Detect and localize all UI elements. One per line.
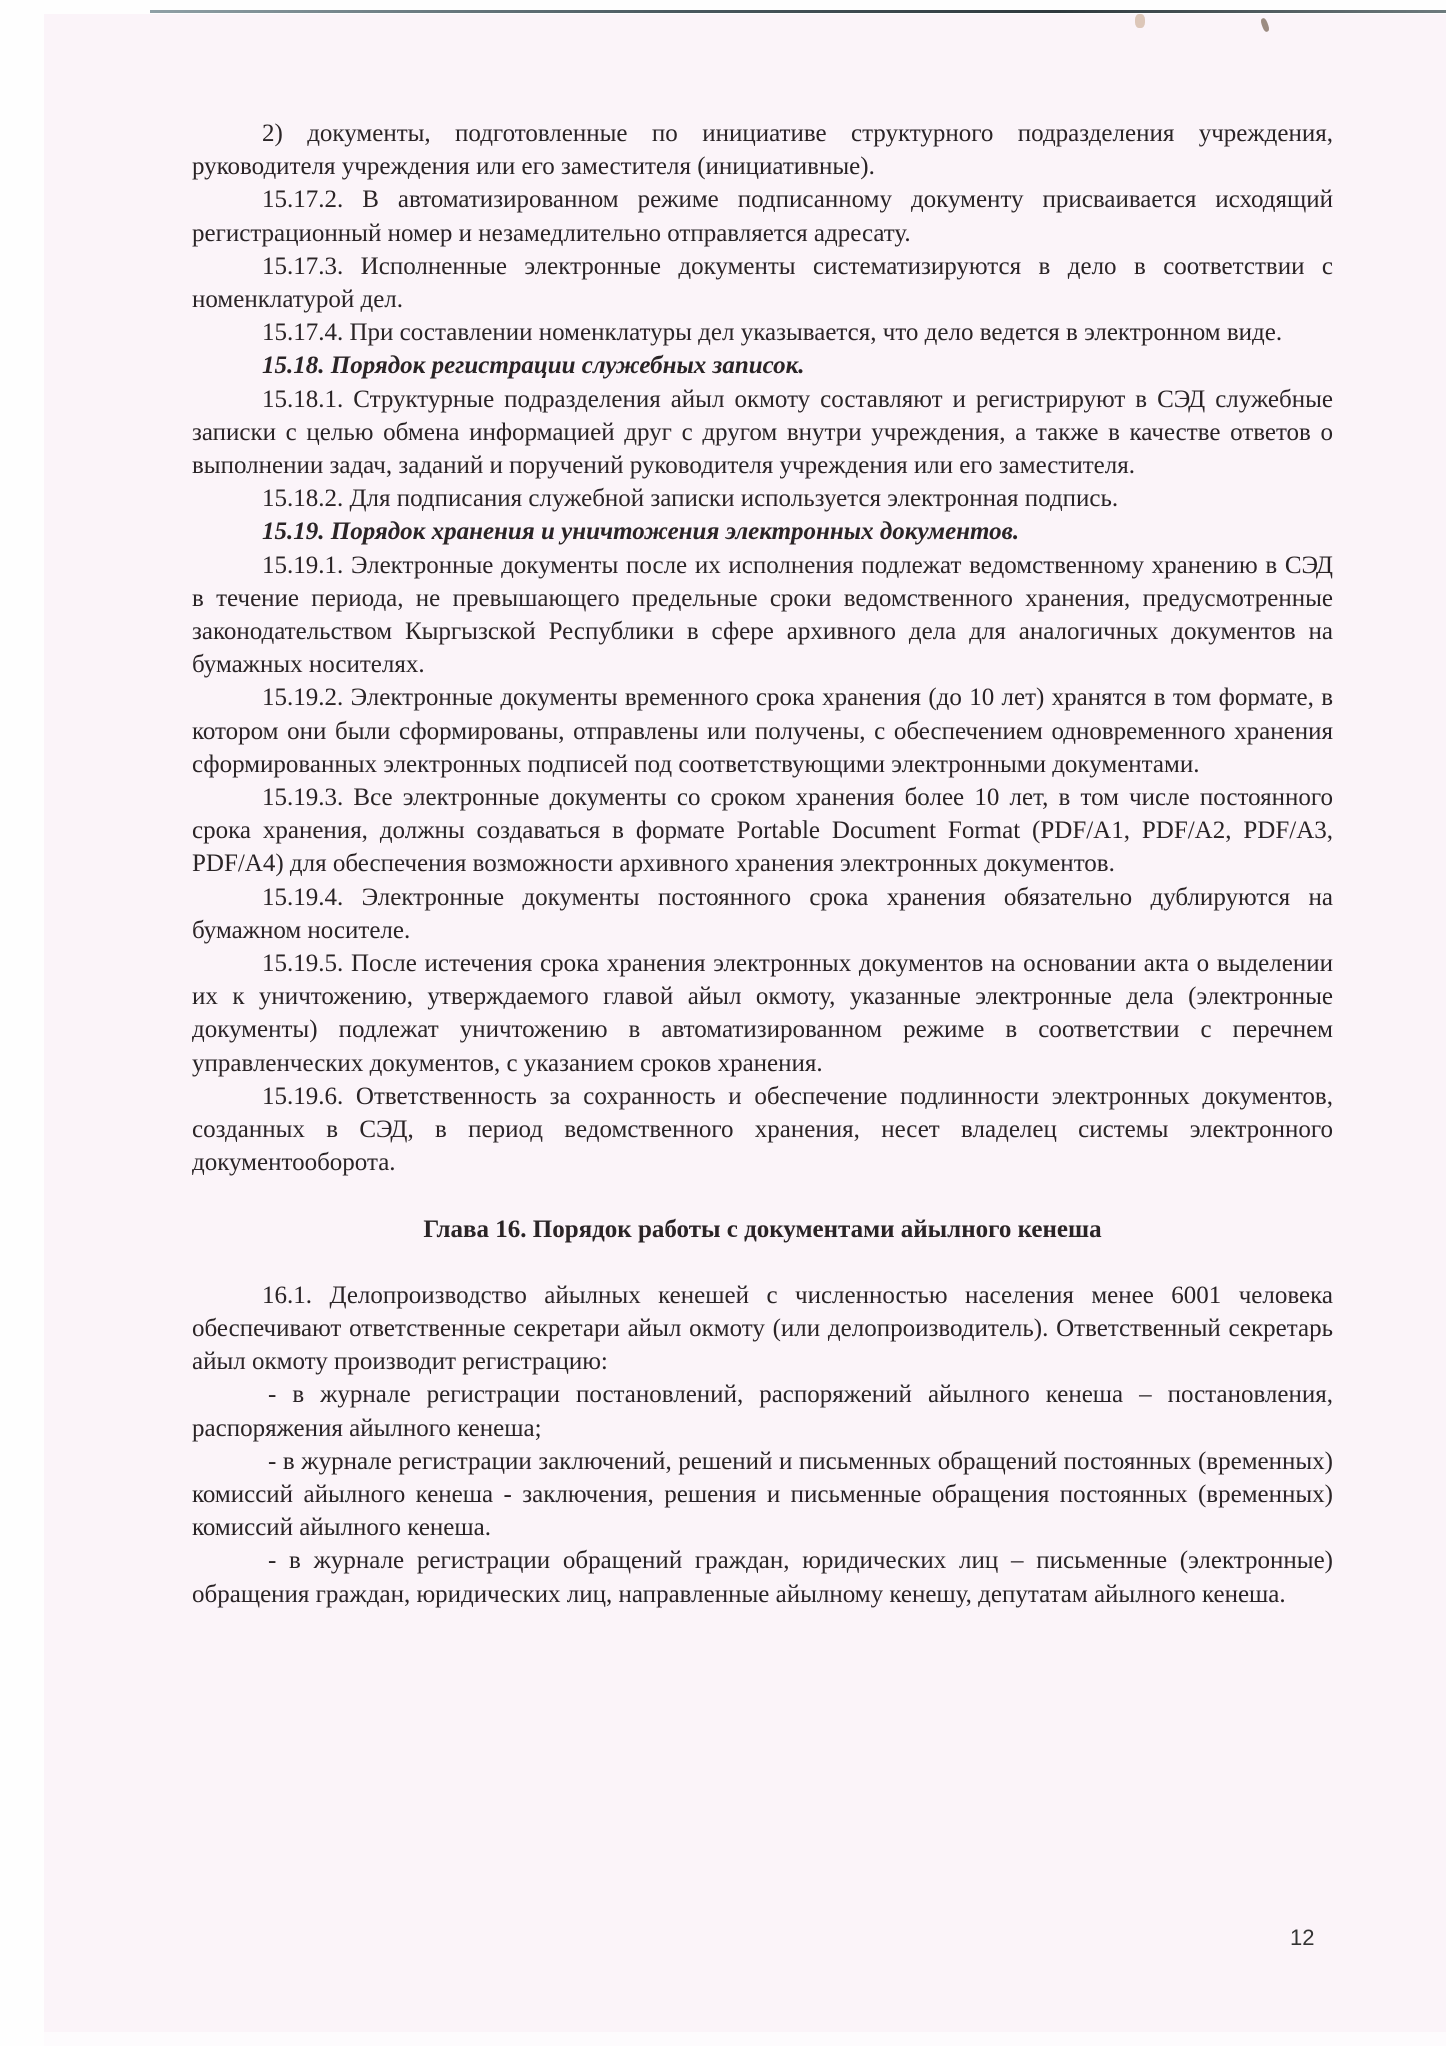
paragraph-16-1: 16.1. Делопроизводство айылных кенешей с численностью населения менее 6001 человека обеспечивают ответственные секретари айыл окмоту (или делопроизводитель). Ответственный секретарь айыл окмоту производит регистрацию: — [192, 1281, 1333, 1376]
paragraph-15-18-1: 15.18.1. Структурные подразделения айыл окмоту составляют и регистрируют в СЭД служебные записки с целью обмена информацией друг с другом внутри учреждения, а также в качестве ответов о выполнении задач, заданий и поручений руководителя учреждения или его заместителя. — [192, 385, 1333, 480]
paragraph-15-17-2: 15.17.2. В автоматизированном режиме подписанному документу присваивается исходящий регистрационный номер и незамедлительно отправляется адресату. — [192, 186, 1333, 247]
paragraph-15-19-1: 15.19.1. Электронные документы после их исполнения подлежат ведомственному хранению в СЭД в течение периода, не превышающего предельные сроки ведомственного хранения, предусмотренные законодательством Кыргызской Республики в сфере архивного дела для аналогичных документов на бумажных носителях. — [192, 551, 1333, 679]
paragraph-15-19-2: 15.19.2. Электронные документы временного срока хранения (до 10 лет) хранятся в том формате, в котором они были сформированы, отправлены или получены, с обеспечением одновременного хранения сформированных электронных подписей под соответствующими электронными документами. — [192, 684, 1333, 778]
paragraph-15-19-5: 15.19.5. После истечения срока хранения электронных документов на основании акта о выделении их к уничтожению, утверждаемого главой айыл окмоту, указанные электронные дела (электронные документы) подлежат уничтожению в автоматизированном режиме в соответствии с перечнем управленческих документов, с указанием сроков хранения. — [192, 950, 1333, 1077]
paragraph-item-2: 2) документы, подготовленные по инициативе структурного подразделения учреждения, руководителя учреждения или его заместителя (инициативные). — [192, 120, 1333, 181]
list-item: - в журнале регистрации постановлений, распоряжений айылного кенеша – постановления, распоряжения айылного кенеша; — [192, 1381, 1333, 1442]
scan-margin — [0, 0, 44, 2046]
paragraph-15-17-4: 15.17.4. При составлении номенклатуры дел указывается, что дело ведется в электронном виде. — [262, 319, 1283, 347]
list-item: - в журнале регистрации обращений граждан, юридических лиц – письменные (электронные) обращения граждан, юридических лиц, направленные айылному кенешу, депутатам айылного кенеша. — [192, 1547, 1333, 1608]
page-number: 12 — [1290, 1925, 1315, 1950]
list-item: - в журнале регистрации заключений, решений и письменных обращений постоянных (временных) комиссий айылного кенеша - заключения, решения и письменные обращения постоянных (временных) комиссий айылного кенеша. — [192, 1447, 1333, 1542]
paragraph-15-18-2: 15.18.2. Для подписания служебной записки используется электронная подпись. — [262, 485, 1119, 513]
section-heading-15-19: 15.19. Порядок хранения и уничтожения электронных документов. — [262, 518, 1020, 546]
scan-artifact — [1135, 14, 1145, 28]
scan-top-line — [150, 10, 1446, 13]
paragraph-15-19-6: 15.19.6. Ответственность за сохранность и обеспечение подлинности электронных документов, созданных в СЭД, в период ведомственного хранения, несет владелец системы электронного документооборота. — [192, 1082, 1333, 1177]
section-heading-15-18: 15.18. Порядок регистрации служебных записок. — [262, 352, 805, 380]
paragraph-15-17-3: 15.17.3. Исполненные электронные документы систематизируются в дело в соответствии с номенклатурой дел. — [192, 252, 1333, 314]
chapter-heading: Глава 16. Порядок работы с документами айылного кенеша — [423, 1215, 1102, 1243]
paragraph-15-19-3: 15.19.3. Все электронные документы со сроком хранения более 10 лет, в том числе постоянного срока хранения, должны создаваться в формате Portable Document Format (PDF/A1, PDF/A2, PDF/A3, PDF/A4) для обеспечения возможности архивного хранения электронных документов. — [192, 784, 1333, 878]
paragraph-15-19-4: 15.19.4. Электронные документы постоянного срока хранения обязательно дублируются на бумажном носителе. — [192, 883, 1333, 944]
document-body — [192, 117, 1333, 1611]
